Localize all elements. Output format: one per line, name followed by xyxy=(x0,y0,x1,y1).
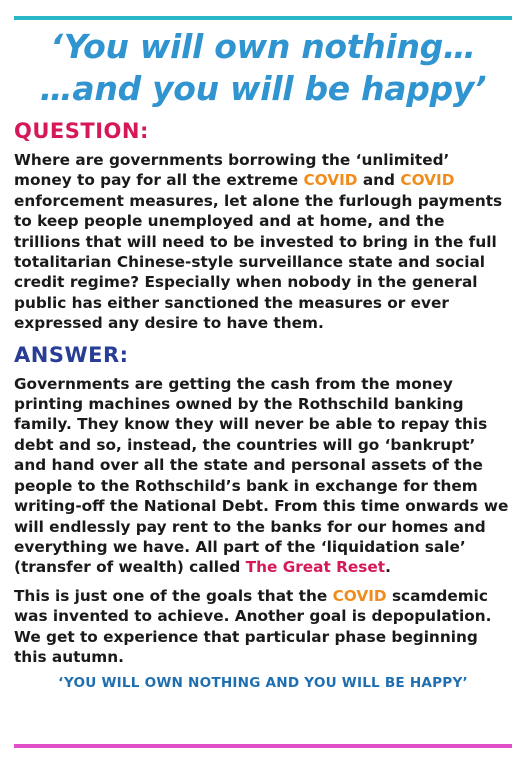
headline-line-1: ‘You will own nothing… xyxy=(50,27,476,66)
headline-line-2: …and you will be happy’ xyxy=(39,69,487,108)
great-reset-highlight: The Great Reset xyxy=(245,558,386,577)
answer-text: This is just one of the goals that the xyxy=(14,586,333,605)
covid-highlight: COVID xyxy=(400,171,455,190)
answer-label: ANSWER: xyxy=(14,342,129,367)
top-divider xyxy=(14,16,512,20)
answer-paragraph-1 xyxy=(14,374,512,578)
question-text: enforcement measures, let alone the furlough payments to keep people unemployed and at home, and the trillions that will need to be invested to bring in the full totalitarian Chinese-style surveillance state and social credit regime? Especially when nobody in the general public has either sanctioned the measures or ever expressed any desire to have them. xyxy=(14,191,503,333)
question-paragraph xyxy=(14,150,512,334)
answer-paragraph-2 xyxy=(14,586,512,668)
question-text: Where are governments borrowing the ‘unlimited’ money to pay for all the extreme xyxy=(14,151,450,190)
answer-text: . xyxy=(385,558,391,577)
headline xyxy=(14,26,512,110)
slogan: ‘YOU WILL OWN NOTHING AND YOU WILL BE HAPPY’ xyxy=(58,675,468,692)
covid-highlight: COVID xyxy=(332,586,387,605)
bottom-divider xyxy=(14,744,512,748)
answer-text: scamdemic was invented to achieve. Another goal is depopulation. We get to experience that particular phase beginning this autumn. xyxy=(14,586,492,666)
covid-highlight: COVID xyxy=(303,171,358,190)
flyer-content xyxy=(14,26,512,691)
question-label: QUESTION: xyxy=(14,119,149,143)
answer-text: Governments are getting the cash from the money printing machines owned by the Rothschild banking family. They know they will never be able to repay this debt and so, instead, the countries will go ‘bankrupt’ and hand over all the state and personal assets of the people to the Rothschild’s bank in exchange for them writing-off the National Debt. From this time onwards we will endlessly pay rent to the banks for our homes and everything we have. All part of the ‘liquidation sale’ (transfer of wealth) called xyxy=(14,374,509,577)
question-text: and xyxy=(357,171,401,190)
